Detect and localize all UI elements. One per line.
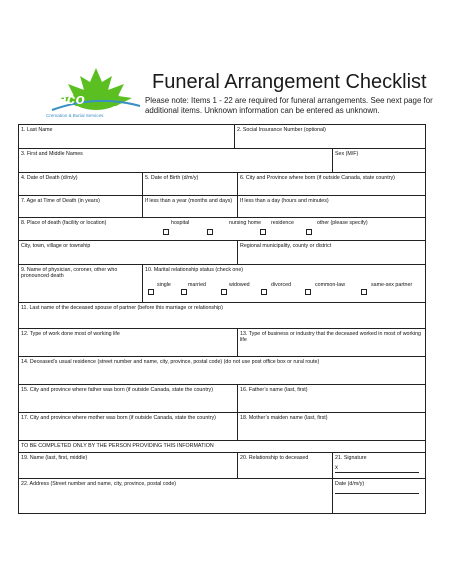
signature-line <box>335 472 419 473</box>
other-checkbox[interactable] <box>306 229 312 235</box>
signature-label: 21. Signature <box>335 454 367 461</box>
father-name-field[interactable] <box>237 385 425 412</box>
form-row <box>19 241 425 265</box>
relationship-label: 20. Relationship to deceased <box>240 454 309 461</box>
same-sex-checkbox[interactable] <box>361 289 367 295</box>
occupation-field[interactable] <box>19 329 237 356</box>
relationship-field[interactable] <box>237 453 332 478</box>
date-of-birth-field[interactable] <box>142 173 237 195</box>
residence-address-field[interactable] <box>19 357 425 384</box>
sin-label: 2. Social Insurance Number (optional) <box>237 126 326 133</box>
checklist-form <box>18 124 426 514</box>
form-row <box>19 453 425 479</box>
date-label: Date (d/m/y) <box>335 480 365 487</box>
age-months-days-field[interactable] <box>142 196 237 217</box>
option-other-label: other (please specify) <box>317 220 368 226</box>
logo-text: eco <box>58 91 86 108</box>
option-married-label: married <box>188 282 206 288</box>
first-middle-names-field[interactable] <box>19 149 332 172</box>
sex-field[interactable] <box>332 149 425 172</box>
date-of-death-label: 4. Date of Death (d/m/y) <box>21 174 78 181</box>
residence-checkbox[interactable] <box>260 229 266 235</box>
form-row <box>19 173 425 196</box>
logo-tagline: Cremation & Burial Services <box>46 113 104 118</box>
age-hours-minutes-field[interactable] <box>237 196 425 217</box>
option-same-sex-label: same-sex partner <box>371 282 413 288</box>
date-field[interactable] <box>332 479 425 513</box>
married-checkbox[interactable] <box>181 289 187 295</box>
common-law-checkbox[interactable] <box>305 289 311 295</box>
first-middle-names-label: 3. First and Middle Names <box>21 150 83 157</box>
father-birthplace-field[interactable] <box>19 385 237 412</box>
signature-field[interactable] <box>332 453 425 478</box>
informant-section-header: TO BE COMPLETED ONLY BY THE PERSON PROVIDING THIS INFORMATION <box>21 443 214 449</box>
form-row <box>19 196 425 218</box>
age-label: 7. Age at Time of Death (in years) <box>21 197 100 204</box>
form-row <box>19 441 425 453</box>
place-of-death-field <box>19 218 425 240</box>
region-field[interactable] <box>237 241 425 264</box>
option-single-label: single <box>157 282 171 288</box>
place-of-death-label: 8. Place of death (facility or location) <box>21 219 107 226</box>
mother-birthplace-field[interactable] <box>19 413 237 440</box>
date-of-birth-label: 5. Date of Birth (d/m/y) <box>145 174 199 181</box>
hospital-checkbox[interactable] <box>163 229 169 235</box>
form-row <box>19 385 425 413</box>
nursing-home-checkbox[interactable] <box>207 229 213 235</box>
option-nursing-home-label: nursing home <box>229 220 262 226</box>
date-line <box>335 493 419 494</box>
physician-field[interactable] <box>19 265 142 302</box>
industry-label: 13. Type of business or industry that the deceased worked in most of working life <box>240 330 421 343</box>
physician-label: 9. Name of physician, coroner, other who pronounced death <box>21 266 118 279</box>
age-months-days-label: If less than a year (months and days) <box>145 197 233 204</box>
sex-label: Sex (M/F) <box>335 150 359 157</box>
last-name-field[interactable] <box>19 125 234 148</box>
date-of-death-field[interactable] <box>19 173 142 195</box>
age-hours-minutes-label: If less than a day (hours and minutes) <box>240 197 329 204</box>
option-divorced-label: divorced <box>271 282 292 288</box>
industry-field[interactable] <box>237 329 425 356</box>
city-town-field[interactable] <box>19 241 237 264</box>
last-name-label: 1. Last Name <box>21 126 53 133</box>
form-row <box>19 479 425 513</box>
form-row <box>19 218 425 241</box>
mother-maiden-name-field[interactable] <box>237 413 425 440</box>
widowed-checkbox[interactable] <box>221 289 227 295</box>
form-row <box>19 413 425 441</box>
birthplace-field[interactable] <box>237 173 425 195</box>
sin-field[interactable] <box>234 125 425 148</box>
residence-address-label: 14. Deceased’s usual residence (street number and name, city, province, postal code) (do not use post office box or rural route) <box>21 358 320 365</box>
occupation-label: 12. Type of work done most of working life <box>21 330 120 337</box>
form-row <box>19 329 425 357</box>
informant-name-label: 19. Name (last, first, middle) <box>21 454 88 461</box>
mother-maiden-name-label: 18. Mother’s maiden name (last, first) <box>240 414 328 421</box>
father-name-label: 16. Father’s name (last, first) <box>240 386 308 393</box>
age-field[interactable] <box>19 196 142 217</box>
option-widowed-label: widowed <box>229 282 250 288</box>
page-title: Funeral Arrangement Checklist <box>152 71 427 93</box>
spouse-last-name-label: 11. Last name of the deceased spouse of partner (before this marriage or relationship) <box>21 304 223 311</box>
form-row <box>19 125 425 149</box>
father-birthplace-label: 15. City and province where father was born (if outside Canada, state the country) <box>21 386 213 393</box>
single-checkbox[interactable] <box>148 289 154 295</box>
signature-mark: x <box>335 465 338 471</box>
form-row <box>19 149 425 173</box>
informant-address-label: 22. Address (Street number and name, city, province, postal code) <box>21 480 177 487</box>
instructions-note: Please note: Items 1 - 22 are required for funeral arrangements. See next page for additional items. Unknown information can be entered as unknown. <box>145 96 433 115</box>
birthplace-label: 6. City and Province where born (if outside Canada, state country) <box>240 174 395 181</box>
option-residence-label: residence <box>271 220 294 226</box>
option-common-law-label: common-law <box>315 282 346 288</box>
informant-address-field[interactable] <box>19 479 332 513</box>
mother-birthplace-label: 17. City and province where mother was born (if outside Canada, state the country) <box>21 414 216 421</box>
city-town-label: City, town, village or township <box>21 242 91 249</box>
form-row <box>19 303 425 329</box>
divorced-checkbox[interactable] <box>261 289 267 295</box>
region-label: Regional municipality, county or district <box>240 242 332 249</box>
spouse-last-name-field[interactable] <box>19 303 425 328</box>
marital-status-label: 10. Marital relationship status (check one) <box>145 266 244 273</box>
informant-name-field[interactable] <box>19 453 237 478</box>
option-hospital-label: hospital <box>171 220 190 226</box>
form-row <box>19 265 425 303</box>
marital-status-field <box>142 265 425 302</box>
form-row <box>19 357 425 385</box>
